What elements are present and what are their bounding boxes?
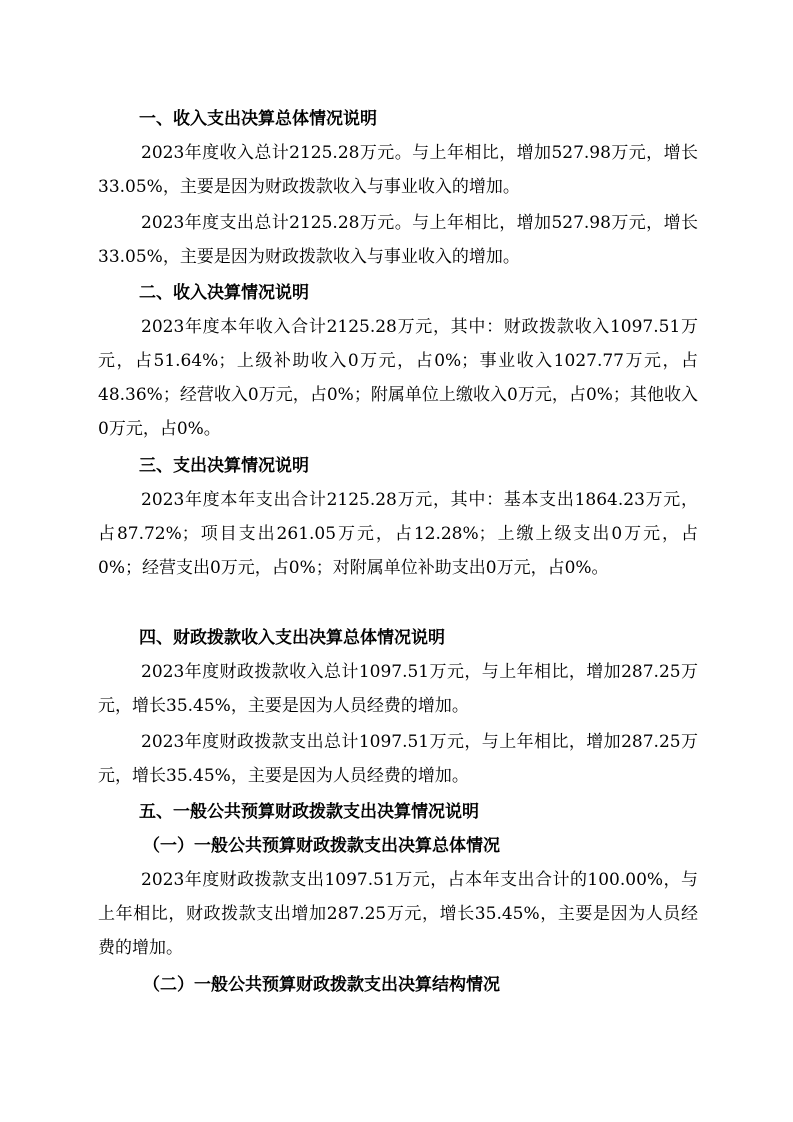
section-heading-3: 三、支出决算情况说明: [139, 456, 309, 476]
paragraph-income-total: 2023年度收入总计2125.28万元。与上年相比，增加527.98万元，增长33.05%，主要是因为财政拨款收入与事业收入的增加。: [98, 143, 698, 197]
paragraph-income-detail: 2023年度本年收入合计2125.28万元，其中：财政拨款收入1097.51万元，占51.64%；上级补助收入0万元，占0%；事业收入1027.77万元，占48.36%；经营收入0万元，占0%；附属单位上缴收入0万元，占0%；其他收入0万元，占0%。: [98, 317, 698, 439]
paragraph-expense-detail: 2023年度本年支出合计2125.28万元，其中：基本支出1864.23万元，占87.72%；项目支出261.05万元，占12.28%；上缴上级支出0万元，占0%；经营支出0万元，占0%；对附属单位补助支出0万元，占0%。: [98, 490, 698, 578]
section-heading-2: 二、收入决算情况说明: [139, 283, 309, 303]
paragraph-expense-total: 2023年度支出总计2125.28万元。与上年相比，增加527.98万元，增长33.05%，主要是因为财政拨款收入与事业收入的增加。: [98, 213, 698, 267]
paragraph-fiscal-income: 2023年度财政拨款收入总计1097.51万元，与上年相比，增加287.25万元，增长35.45%，主要是因为人员经费的增加。: [98, 662, 698, 716]
section-heading-4: 四、财政拨款收入支出决算总体情况说明: [139, 628, 445, 648]
paragraph-fiscal-expense: 2023年度财政拨款支出总计1097.51万元，与上年相比，增加287.25万元，增长35.45%，主要是因为人员经费的增加。: [98, 732, 698, 786]
paragraph-general-budget: 2023年度财政拨款支出1097.51万元，占本年支出合计的100.00%，与上年相比，财政拨款支出增加287.25万元，增长35.45%，主要是因为人员经费的增加。: [98, 870, 698, 958]
section-heading-1: 一、收入支出决算总体情况说明: [139, 109, 377, 129]
subsection-heading-5-1: （一）一般公共预算财政拨款支出决算总体情况: [143, 836, 500, 856]
subsection-heading-5-2: （二）一般公共预算财政拨款支出决算结构情况: [143, 975, 500, 995]
section-heading-5: 五、一般公共预算财政拨款支出决算情况说明: [139, 802, 479, 822]
